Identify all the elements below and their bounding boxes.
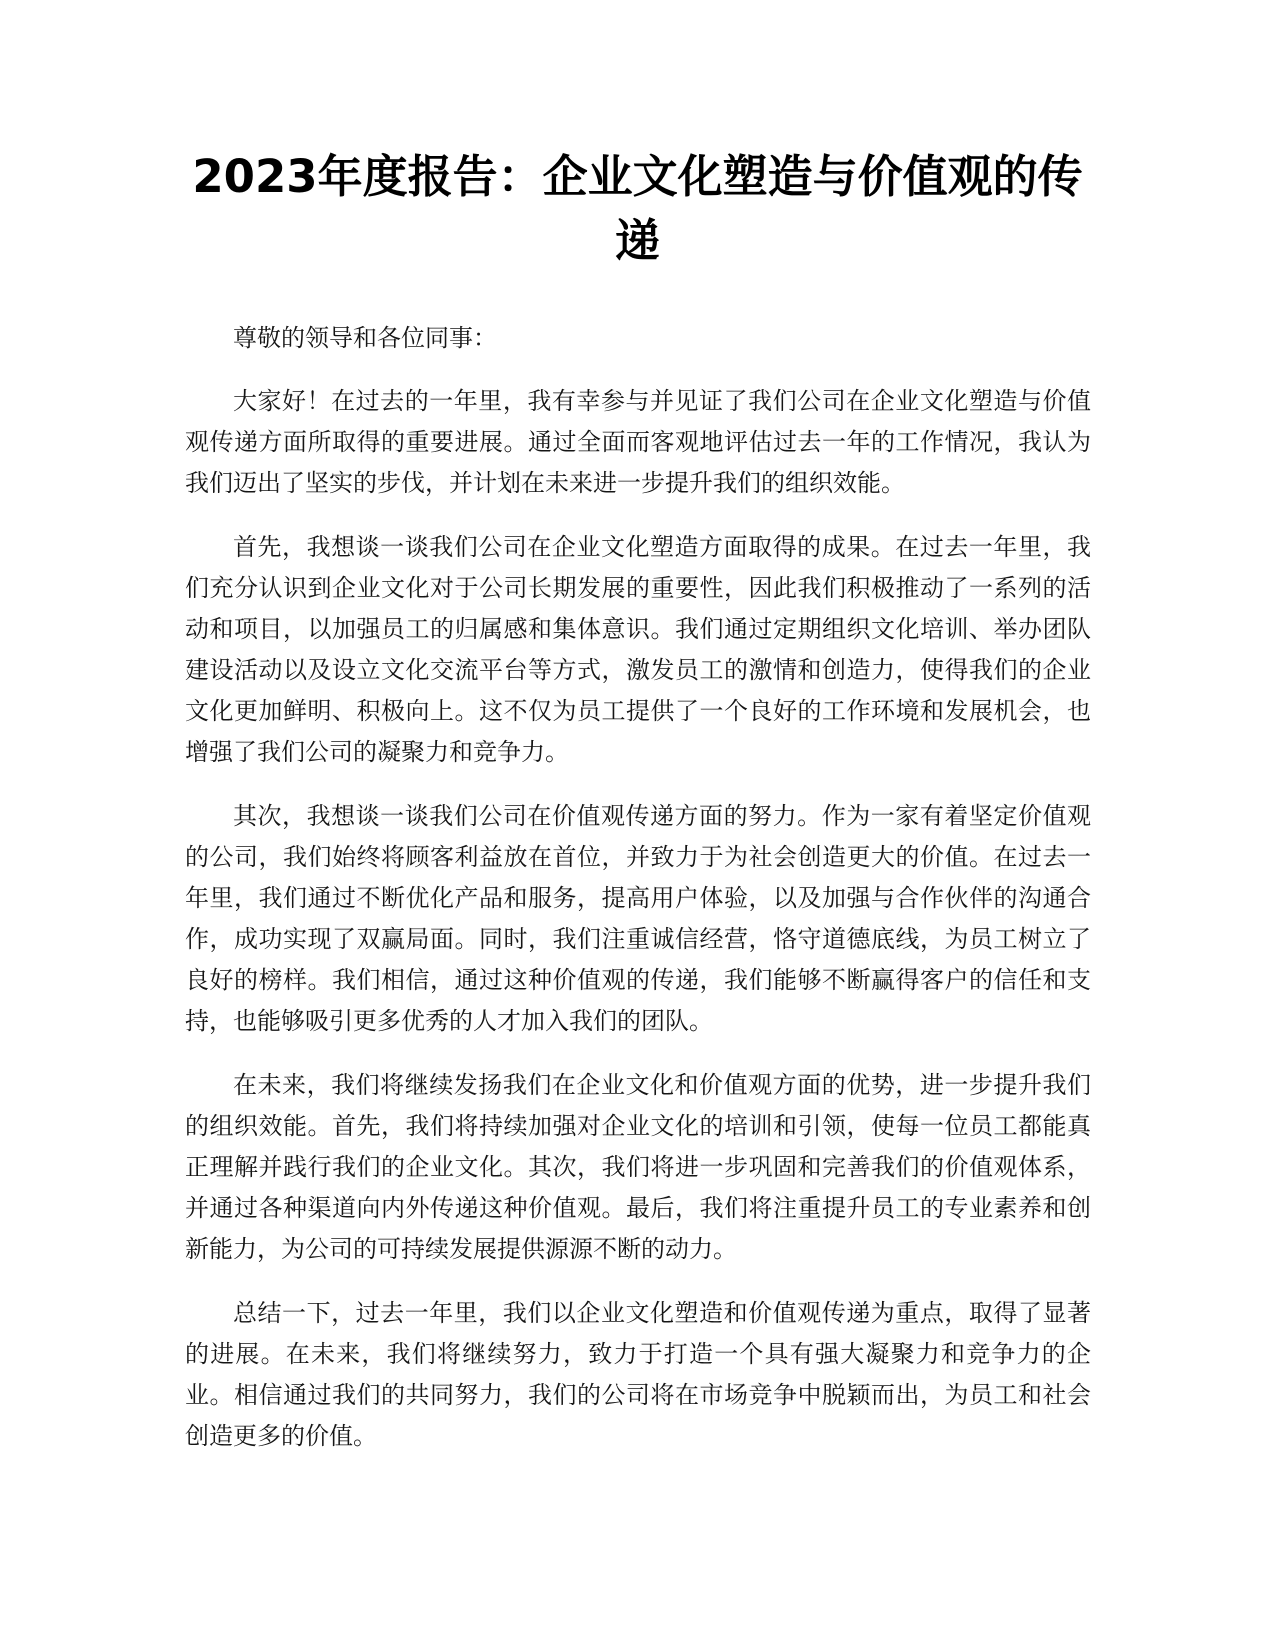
- paragraph-future: 在未来，我们将继续发扬我们在企业文化和价值观方面的优势，进一步提升我们的组织效能。首先，我们将持续加强对企业文化的培训和引领，使每一位员工都能真正理解并践行我们的企业文化。其次，我们将进一步巩固和完善我们的价值观体系，并通过各种渠道向内外传递这种价值观。最后，我们将注重提升员工的专业素养和创新能力，为公司的可持续发展提供源源不断的动力。: [185, 1071, 1091, 1263]
- paragraph-values: 其次，我想谈一谈我们公司在价值观传递方面的努力。作为一家有着坚定价值观的公司，我们始终将顾客利益放在首位，并致力于为社会创造更大的价值。在过去一年里，我们通过不断优化产品和服务，提高用户体验，以及加强与合作伙伴的沟通合作，成功实现了双赢局面。同时，我们注重诚信经营，恪守道德底线，为员工树立了良好的榜样。我们相信，通过这种价值观的传递，我们能够不断赢得客户的信任和支持，也能够吸引更多优秀的人才加入我们的团队。: [185, 802, 1091, 1035]
- paragraph-culture: 首先，我想谈一谈我们公司在企业文化塑造方面取得的成果。在过去一年里，我们充分认识到企业文化对于公司长期发展的重要性，因此我们积极推动了一系列的活动和项目，以加强员工的归属感和集体意识。我们通过定期组织文化培训、举办团队建设活动以及设立文化交流平台等方式，激发员工的激情和创造力，使得我们的企业文化更加鲜明、积极向上。这不仅为员工提供了一个良好的工作环境和发展机会，也增强了我们公司的凝聚力和竞争力。: [185, 533, 1091, 766]
- paragraph-greeting: 大家好！在过去的一年里，我有幸参与并见证了我们公司在企业文化塑造与价值观传递方面所取得的重要进展。通过全面而客观地评估过去一年的工作情况，我认为我们迈出了坚实的步伐，并计划在未来进一步提升我们的组织效能。: [185, 387, 1091, 497]
- paragraph-summary: 总结一下，过去一年里，我们以企业文化塑造和价值观传递为重点，取得了显著的进展。在未来，我们将继续努力，致力于打造一个具有强大凝聚力和竞争力的企业。相信通过我们的共同努力，我们的公司将在市场竞争中脱颖而出，为员工和社会创造更多的价值。: [185, 1299, 1091, 1450]
- salutation: 尊敬的领导和各位同事：: [233, 324, 497, 352]
- document-title: 2023年度报告：企业文化塑造与价值观的传递: [192, 150, 1083, 267]
- document-body: [185, 318, 1091, 1457]
